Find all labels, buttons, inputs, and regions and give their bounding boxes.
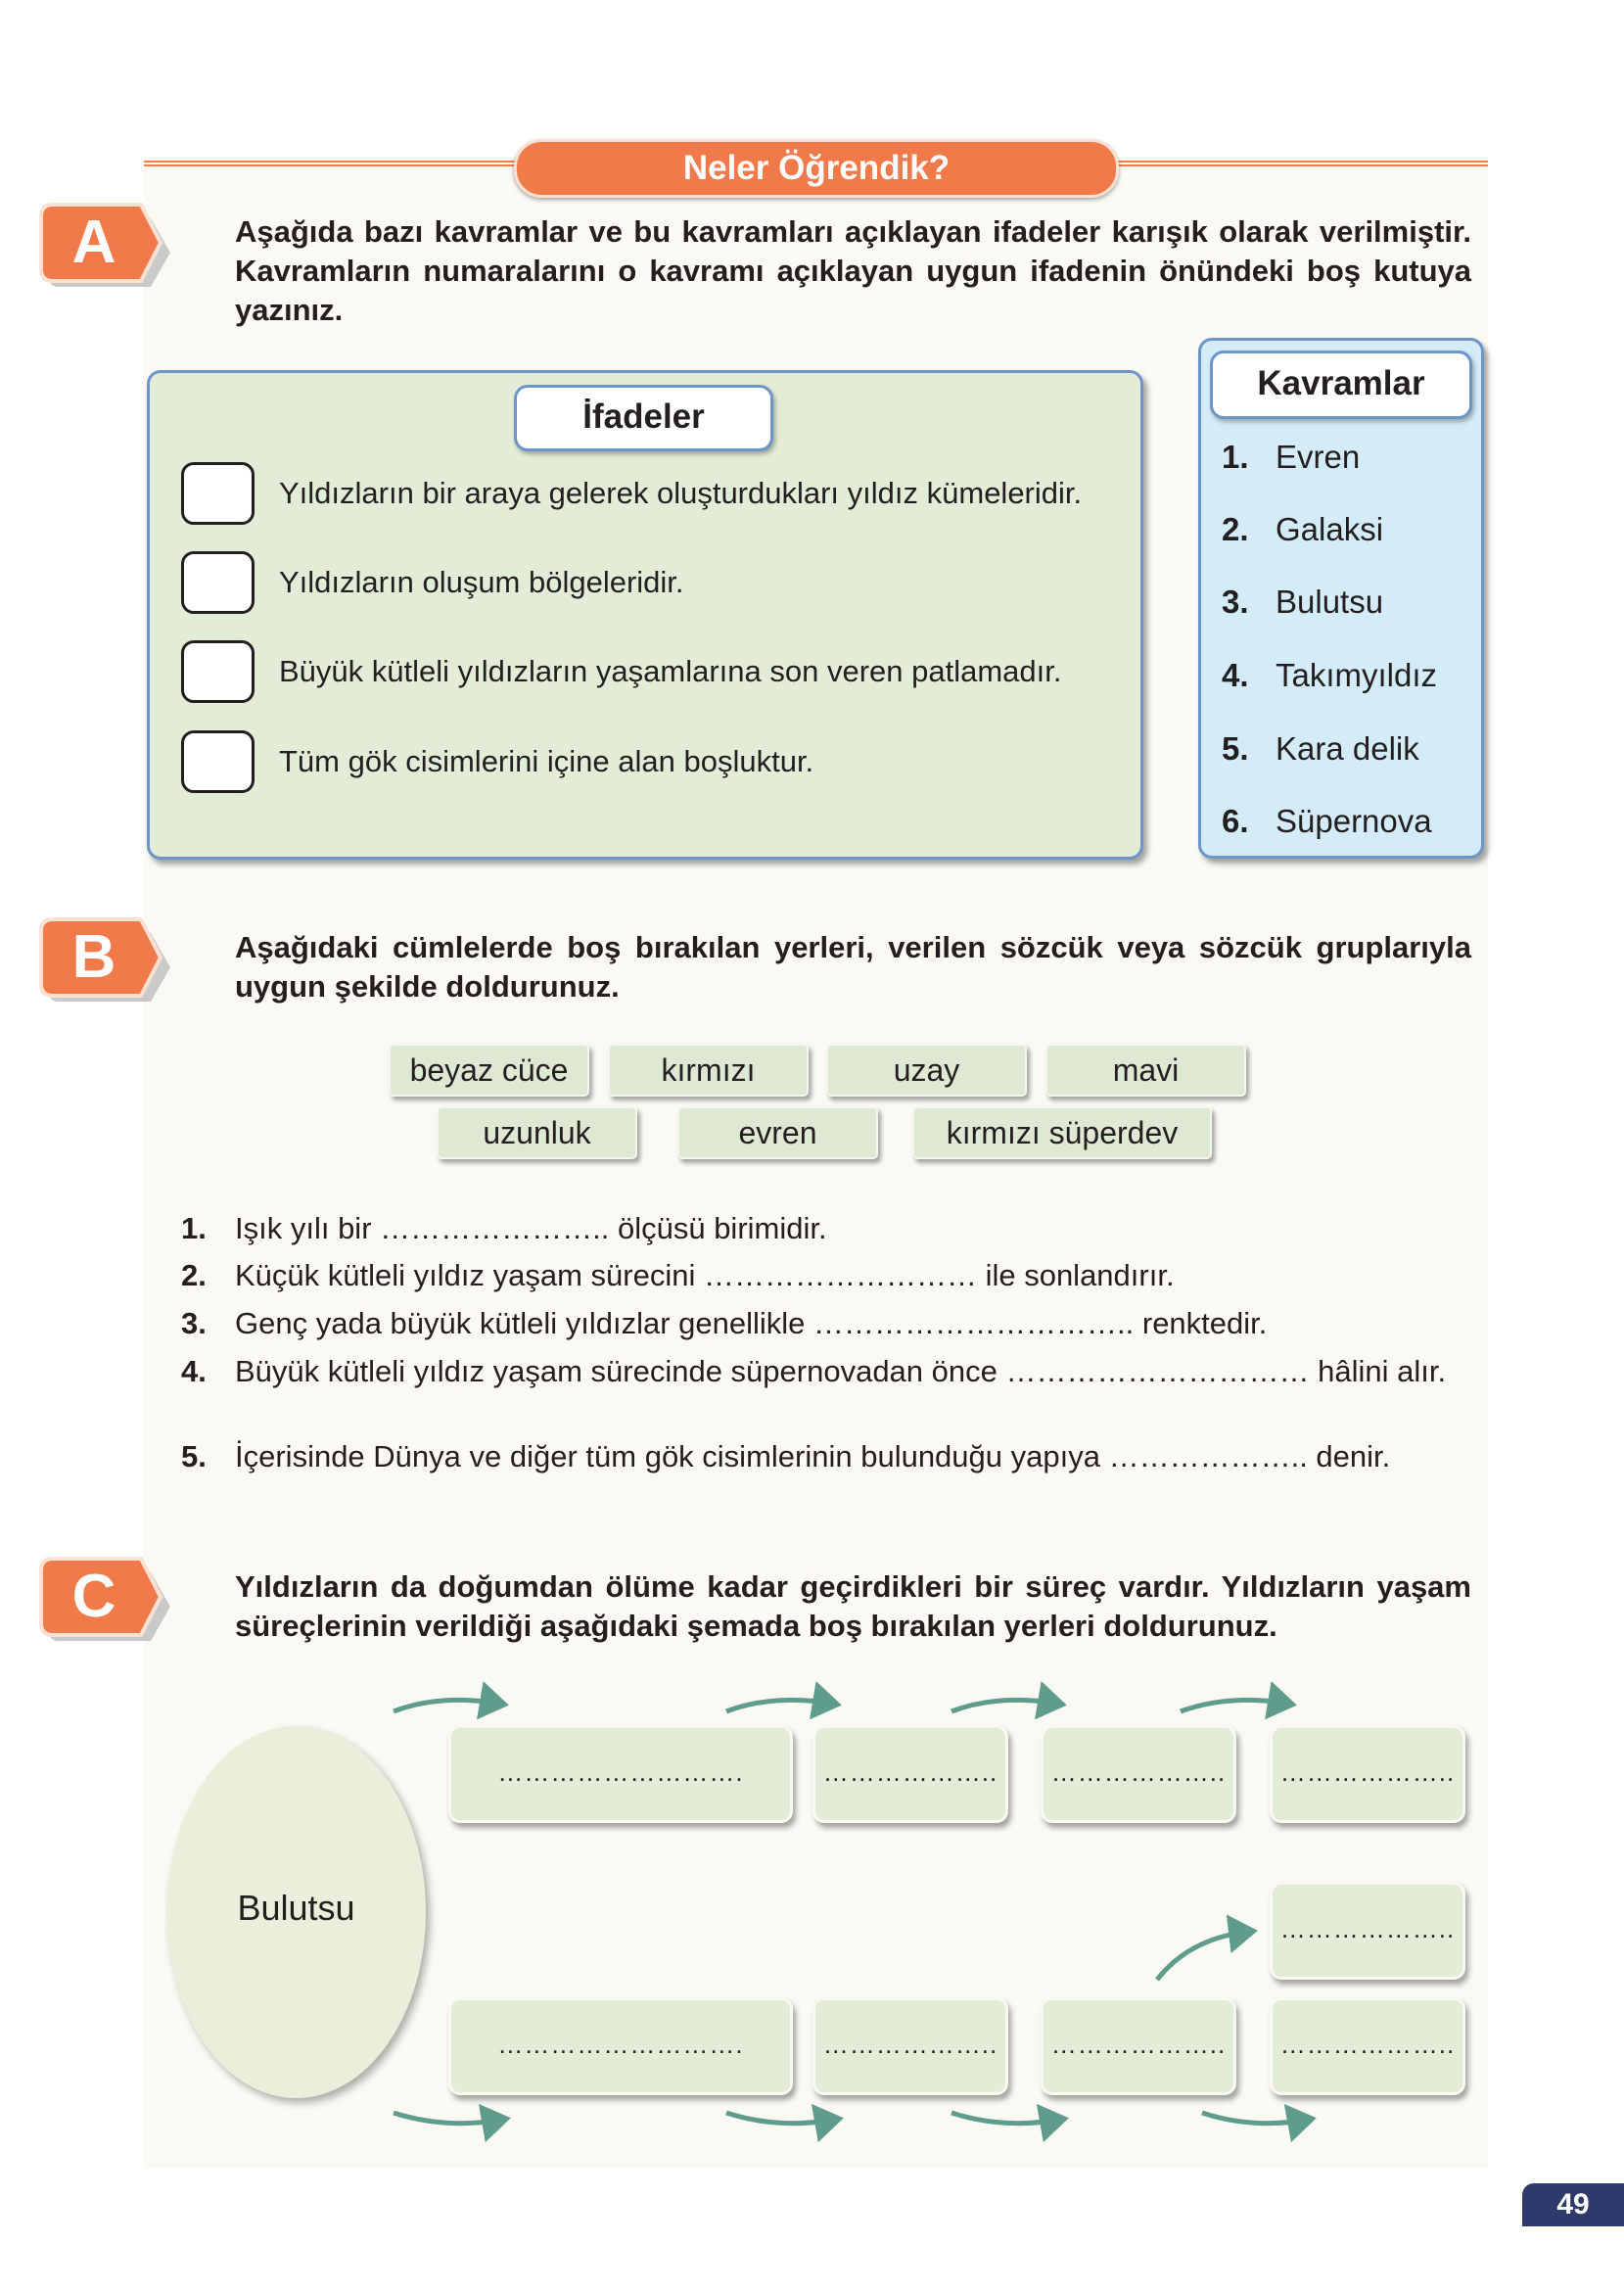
section-c-instruction: Yıldızların da doğumdan ölüme kadar geçirdikleri bir süreç vardır. Yıldızların yaşam süreçlerinin verildiği aşağıdaki şemada boş bırakılan yerleri doldurunuz. [235, 1569, 1471, 1643]
ifadeler-title: İfadeler [514, 385, 773, 451]
arrow-icon [394, 1700, 499, 1711]
diagram-slot[interactable]: ………………………. [448, 1725, 793, 1823]
section-a-instruction: Aşağıda bazı kavramlar ve bu kavramları açıklayan ifadeler karışık olarak verilmiştir. Kavramların numaralarını o kavramı açıklayan uygun ifadenin önündeki boş kutuya yazınız. [235, 214, 1471, 327]
arrow-icon [394, 2113, 501, 2124]
word-chip[interactable]: uzay [826, 1044, 1027, 1097]
concept-item: 2. Galaksi [1222, 511, 1384, 547]
concept-item: 1. Evren [1222, 439, 1361, 475]
word-chip[interactable]: mavi [1045, 1044, 1246, 1097]
concept-item: 5. Kara delik [1222, 730, 1419, 767]
word-chip[interactable]: uzunluk [437, 1106, 637, 1159]
arrow-icon [1202, 2113, 1307, 2124]
statement-text: Büyük kütleli yıldızların yaşamlarına son veren patlamadır. [279, 654, 1062, 688]
section-b-badge: B [39, 915, 162, 1000]
kavramlar-title: Kavramlar [1210, 351, 1472, 419]
concept-item: 6. Süpernova [1222, 803, 1432, 839]
diagram-slot[interactable]: ……………….. [1270, 1882, 1465, 1980]
word-chip[interactable]: kırmızı süperdev [912, 1106, 1212, 1159]
concept-item: 4. Takımyıldız [1222, 657, 1438, 693]
page-number: 49 [1522, 2183, 1624, 2226]
word-chip[interactable]: beyaz cüce [389, 1044, 589, 1097]
arrow-icon [951, 1700, 1057, 1711]
section-a-badge: A [39, 201, 162, 285]
section-c-badge: C [39, 1555, 162, 1639]
statement-text: Yıldızların oluşum bölgeleridir. [279, 565, 684, 599]
sentence-item: 5. İçerisinde Dünya ve diğer tüm gök cisimlerinin bulunduğu yapıya ……………….. denir. [181, 1439, 1391, 1473]
arrow-icon [951, 2113, 1059, 2124]
section-b-instruction: Aşağıdaki cümlelerde boş bırakılan yerleri, verilen sözcük veya sözcük gruplarıyla uygun şekilde doldurunuz. [235, 930, 1471, 1004]
diagram-slot[interactable]: ………………………. [448, 1997, 793, 2095]
arrow-icon [726, 1700, 832, 1711]
diagram-slot[interactable]: ……………….. [1270, 1997, 1465, 2095]
sentence-item: 3. Genç yada büyük kütleli yıldızlar genellikle ………………………….. renktedir. [181, 1306, 1268, 1340]
diagram-slot[interactable]: ……………….. [1041, 1725, 1236, 1823]
diagram-slot[interactable]: ……………….. [812, 1725, 1008, 1823]
page-title: Neler Öğrendik? [514, 139, 1119, 198]
statement-text: Yıldızların bir araya gelerek oluşturdukları yıldız kümeleridir. [279, 476, 1083, 510]
concept-item: 3. Bulutsu [1222, 584, 1384, 620]
bulutsu-label: Bulutsu [237, 1888, 355, 1928]
word-chip[interactable]: evren [677, 1106, 878, 1159]
sentence-item: 1. Işık yılı bir ………………….. ölçüsü birimidir. [181, 1211, 827, 1245]
word-chip[interactable]: kırmızı [608, 1044, 809, 1097]
diagram-slot[interactable]: ……………….. [1041, 1997, 1236, 2095]
diagram-slot[interactable]: ……………….. [812, 1997, 1008, 2095]
diagram-slot[interactable]: ……………….. [1270, 1725, 1465, 1823]
arrow-icon [726, 2113, 834, 2124]
statement-text: Tüm gök cisimlerini içine alan boşluktur. [279, 744, 814, 778]
arrow-icon [1157, 1932, 1248, 1980]
arrow-icon [1181, 1700, 1287, 1711]
sentence-item: 2. Küçük kütleli yıldız yaşam sürecini ……………………… ile sonlandırır. [181, 1258, 1175, 1292]
sentence-item: 4. Büyük kütleli yıldız yaşam sürecinde süpernovadan önce ………………………… hâlini alır. [181, 1354, 1447, 1388]
